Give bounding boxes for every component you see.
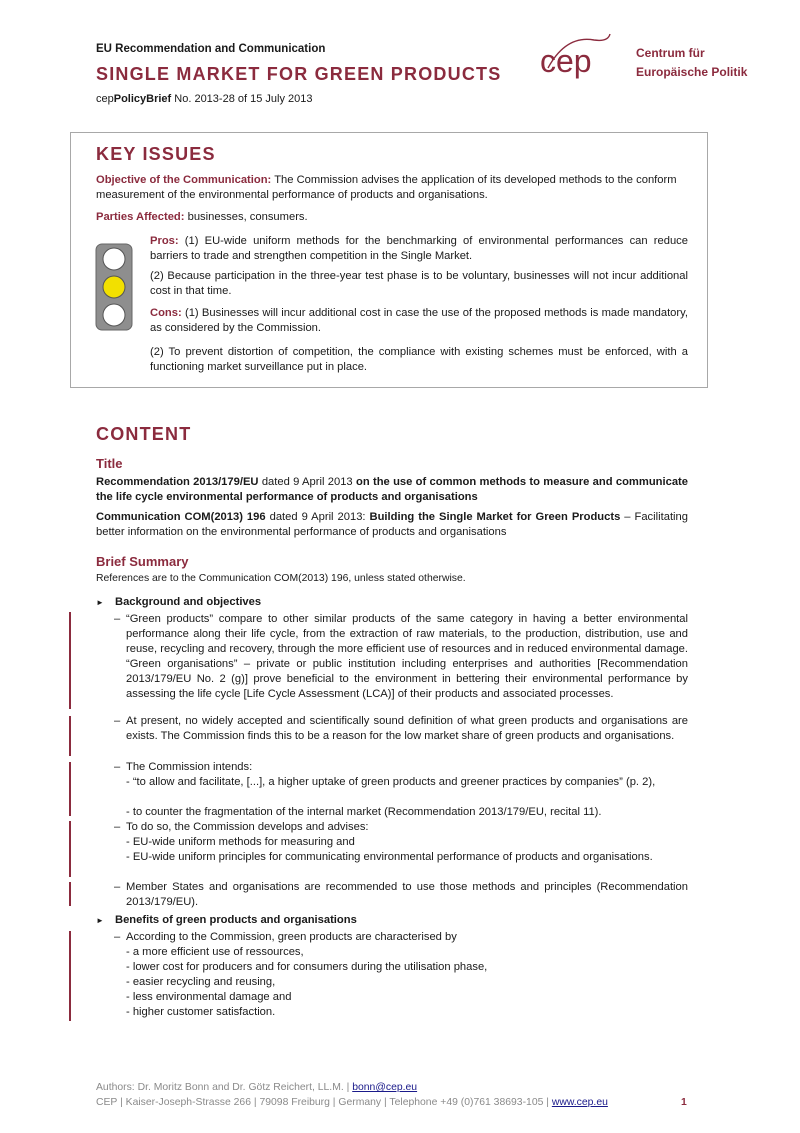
pros-paragraph-2: (2) Because participation in the three-year test phase is to be voluntary, businesses will not incur additional cost in that time. bbox=[150, 270, 688, 297]
list-item: – Member States and organisations are recommended to use those methods and principles (Recommendation 2013/179/EU). bbox=[114, 881, 688, 908]
sub-item: - less environmental damage and bbox=[126, 991, 292, 1003]
document-category: EU Recommendation and Communication bbox=[96, 43, 326, 55]
com-normal-2: – Facilitating better information on the environmental performance of products and organisations bbox=[96, 511, 688, 538]
brief-prefix: cep bbox=[96, 93, 114, 105]
cons-paragraph-1 bbox=[150, 306, 688, 336]
parties-text: businesses, consumers. bbox=[184, 211, 308, 223]
change-bar bbox=[69, 762, 71, 816]
sub-item: - EU-wide uniform methods for measuring and bbox=[126, 836, 355, 848]
cep-logo bbox=[526, 30, 626, 90]
list-item: – To do so, the Commission develops and advises: bbox=[114, 821, 369, 833]
pros-label: Pros: bbox=[150, 235, 179, 247]
cons-paragraph-2: (2) To prevent distortion of competition, the compliance with existing schemes must be enforced, with a functioning market surveillance put in place. bbox=[150, 346, 688, 373]
rec-normal: dated 9 April 2013 bbox=[258, 476, 356, 488]
brief-number bbox=[96, 93, 312, 105]
change-bar bbox=[69, 716, 71, 756]
triangle-bullet-icon: ► bbox=[96, 598, 104, 607]
parties-label: Parties Affected: bbox=[96, 211, 185, 223]
traffic-light-top bbox=[103, 248, 125, 270]
author-email-link[interactable]: bonn@cep.eu bbox=[352, 1082, 418, 1093]
com-normal-1: dated 9 April 2013: bbox=[265, 511, 370, 523]
objective-text: The Commission advises the application of its developed methods to the conform measurement of the environmental performance of products and organisations. bbox=[96, 174, 677, 201]
brief-rest: No. 2013-28 of 15 July 2013 bbox=[171, 93, 313, 105]
document-title: SINGLE MARKET FOR GREEN PRODUCTS bbox=[96, 64, 502, 84]
rec-bold-1: Recommendation 2013/179/EU bbox=[96, 476, 259, 488]
cons-label: Cons: bbox=[150, 307, 182, 319]
pros-paragraph-1 bbox=[150, 234, 688, 264]
title-subheading: Title bbox=[96, 456, 123, 471]
traffic-light-bottom bbox=[103, 304, 125, 326]
objective-paragraph bbox=[96, 173, 688, 203]
footer-address: CEP | Kaiser-Joseph-Strasse 266 | 79098 Freiburg | Germany | Telephone +49 (0)761 38693-105 | www.cep.eu bbox=[96, 1097, 608, 1108]
content-heading: CONTENT bbox=[96, 424, 192, 444]
traffic-light-icon bbox=[95, 243, 133, 331]
footer-authors: Authors: Dr. Moritz Bonn and Dr. Götz Reichert, LL.M. | bonn@cep.eu bbox=[96, 1082, 418, 1093]
com-bold-1: Communication COM(2013) 196 bbox=[96, 511, 266, 523]
website-link[interactable]: www.cep.eu bbox=[551, 1097, 608, 1108]
parties-paragraph bbox=[96, 210, 688, 225]
org-line-1: Centrum für bbox=[636, 46, 705, 60]
organisation-name bbox=[636, 44, 747, 82]
sub-item: - “to allow and facilitate, [...], a higher uptake of green products and greener practices by companies” (p. 2), bbox=[126, 776, 656, 788]
sub-item: - a more efficient use of ressources, bbox=[126, 946, 304, 958]
rec-bold-2: on the use of common methods to measure and communicate the life cycle environmental performance of products and organisations bbox=[96, 476, 688, 503]
objective-label: Objective of the Communication: bbox=[96, 174, 272, 186]
list-item: – The Commission intends: bbox=[114, 761, 253, 773]
sub-item: - lower cost for producers and for consumers during the utilisation phase, bbox=[126, 961, 488, 973]
pros-text-1: (1) EU-wide uniform methods for the benchmarking of environmental performances can reduce barriers to trade and strengthen competition in the Single Market. bbox=[150, 235, 688, 262]
cons-text-1: (1) Businesses will incur additional cost in case the use of the proposed methods is made mandatory, as considered by the Commission. bbox=[150, 307, 688, 334]
change-bar bbox=[69, 612, 71, 709]
change-bar bbox=[69, 821, 71, 877]
sub-item: - to counter the fragmentation of the internal market (Recommendation 2013/179/EU, recital 11). bbox=[126, 806, 602, 818]
communication-title bbox=[96, 510, 688, 540]
brief-bold: PolicyBrief bbox=[113, 93, 172, 105]
section-heading-benefits: ► Benefits of green products and organisations bbox=[96, 914, 357, 926]
traffic-light-middle bbox=[103, 276, 125, 298]
references-note: References are to the Communication COM(2013) 196, unless stated otherwise. bbox=[96, 573, 466, 584]
logo-text: cep bbox=[540, 43, 592, 79]
brief-summary-heading: Brief Summary bbox=[96, 554, 189, 569]
page-number: 1 bbox=[681, 1097, 687, 1108]
key-issues-heading: KEY ISSUES bbox=[96, 144, 216, 164]
sub-item: - EU-wide uniform principles for communicating environmental performance of products and organisations. bbox=[126, 851, 653, 863]
org-line-2: Europäische Politik bbox=[636, 65, 748, 79]
list-item: – According to the Commission, green products are characterised by bbox=[114, 931, 457, 943]
section-heading-background: ► Background and objectives bbox=[96, 596, 262, 608]
com-bold-2: Building the Single Market for Green Products bbox=[369, 511, 621, 523]
recommendation-title bbox=[96, 475, 688, 505]
sub-item: - higher customer satisfaction. bbox=[126, 1006, 276, 1018]
change-bar bbox=[69, 931, 71, 1021]
list-item: – At present, no widely accepted and scientifically sound definition of what green products and organisations are exists. The Commission finds this to be a reason for the low market share of green products and organisations. bbox=[114, 715, 688, 742]
triangle-bullet-icon: ► bbox=[96, 916, 104, 925]
sub-item: - easier recycling and reusing, bbox=[126, 976, 276, 988]
list-item: – “Green products” compare to other similar products of the same category in having a better environmental performance along their life cycle, from the extraction of raw materials, to the production, distribution, use and reuse, recycling and recovery, through the more efficient use of resources and in reduced environmental damage. “Green organisations” – private or public institution including enterprises and authorities [Recommendation 2013/179/EU No. 2 (g)] prove beneficial to the environment in bettering their environmental performance by assessing the life cycle [Life Cycle Assessment (LCA)] of their products and associated processes. bbox=[114, 613, 688, 700]
change-bar bbox=[69, 882, 71, 906]
